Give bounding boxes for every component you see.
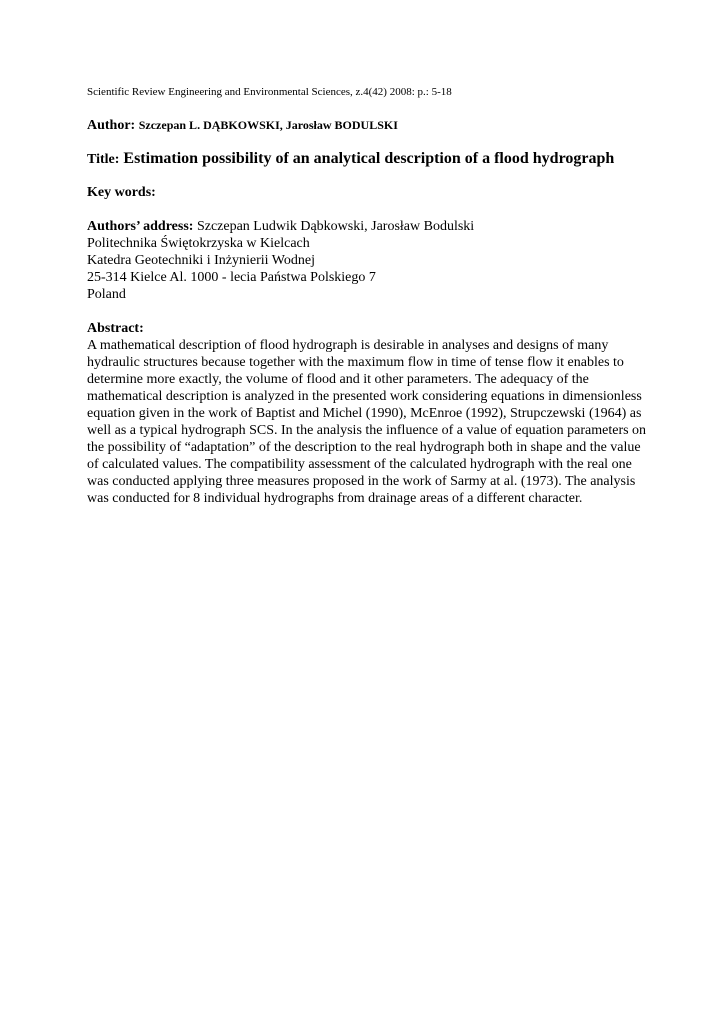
title-line xyxy=(87,149,647,169)
author-line xyxy=(87,117,647,134)
address-line: Katedra Geotechniki i Inżynierii Wodnej xyxy=(87,253,315,268)
document-page xyxy=(87,86,647,507)
address-first-line xyxy=(87,218,647,235)
address-line: Politechnika Świętokrzyska w Kielcach xyxy=(87,236,310,251)
authors-address xyxy=(87,218,647,303)
abstract-label: Abstract: xyxy=(87,321,144,336)
author-names: Szczepan L. DĄBKOWSKI, Jarosław BODULSKI xyxy=(138,118,398,132)
address-line: 25-314 Kielce Al. 1000 - lecia Państwa Polskiego 7 xyxy=(87,270,376,285)
address-names: Szczepan Ludwik Dąbkowski, Jarosław Bodulski xyxy=(196,219,475,234)
keywords-label: Key words: xyxy=(87,185,156,200)
author-label: Author: xyxy=(87,118,136,133)
address-line: Poland xyxy=(87,287,126,302)
abstract-text: A mathematical description of flood hydrograph is desirable in analyses and designs of many hydraulic structures because together with the maximum flow in time of tense flow it enables to determine more exactly, the volume of flood and it other parameters. The adequacy of the mathematical description is analyzed in the presented work considering equations in dimensionless equation given in the work of Baptist and Michel (1990), McEnroe (1992), Strupczewski (1964) as well as a typical hydrograph SCS. In the analysis the influence of a value of equation parameters on the possibility of “adaptation” of the description to the real hydrograph both in shape and the value of calculated values. The compatibility assessment of the calculated hydrograph with the real one was conducted applying three measures proposed in the work of Sarmy at al. (1973). The analysis was conducted for 8 individual hydrographs from drainage areas of a different character. xyxy=(87,338,647,506)
paper-title: Estimation possibility of an analytical description of a flood hydrograph xyxy=(123,150,615,167)
title-label: Title: xyxy=(87,152,120,167)
address-label: Authors’ address: xyxy=(87,219,194,234)
journal-citation: Scientific Review Engineering and Environmental Sciences, z.4(42) 2008: p.: 5-18 xyxy=(87,86,452,98)
